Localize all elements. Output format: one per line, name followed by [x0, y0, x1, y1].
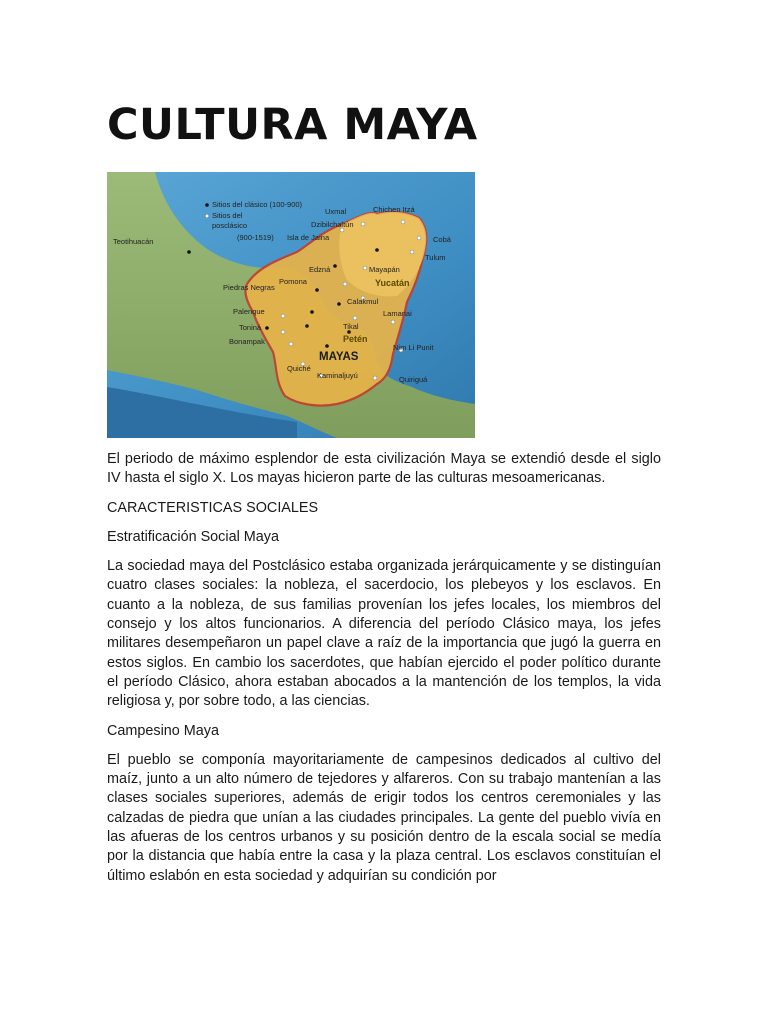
section-heading: CARACTERISTICAS SOCIALES [107, 499, 319, 516]
label-calakmul: Calakmul [347, 297, 379, 306]
document-title: CULTURA MAYA [107, 100, 478, 150]
label-edzna: Edzná [309, 265, 331, 274]
label-quirigua: Quiriguá [399, 375, 428, 384]
label-kaminaljuyu: Kaminaljuyú [317, 371, 358, 380]
label-chichen-itza: Chichen Itzá [373, 205, 415, 214]
maya-map-image [107, 172, 475, 438]
paragraph-peasant: El pueblo se componía mayoritariamente de campesinos dedicados al cultivo del maíz, junto a un alto número de tejedores y alfareros. Con su trabajo mantenían a las clases sociales superiores, además de erigir todos los centros ceremoniales y las calzadas de piedra que unían a las ciudades principales. La gente del pueblo vivía en las afueras de los centros urbanos y su posición dentro de la escala social se medía por la distancia que había entre la casa y la plaza central. Los esclavos constituían el último eslabón en esta sociedad y adquirían su condición por [107, 751, 661, 884]
label-yucatan: Yucatán [375, 278, 410, 288]
label-uxmal: Uxmal [325, 207, 347, 216]
label-tulum: Tulum [425, 253, 446, 262]
label-lamanai: Lamanai [383, 309, 412, 318]
label-palenque: Palenque [233, 307, 265, 316]
label-mayapan: Mayapán [369, 265, 400, 274]
subheading-social-stratification: Estratificación Social Maya [107, 528, 279, 545]
label-teotihuacan: Teotihuacán [113, 237, 154, 246]
label-tikal: Tikal [343, 322, 359, 331]
label-coba: Cobá [433, 235, 451, 244]
label-mayas: MAYAS [319, 351, 359, 363]
label-peten: Petén [343, 334, 368, 344]
label-pomona: Pomona [279, 277, 307, 286]
legend-postclassic-3: (900-1519) [237, 233, 274, 242]
label-isla-de-jaina: Isla de Jaina [287, 233, 330, 242]
label-quiche: Quiché [287, 364, 311, 373]
label-piedras-negras: Piedras Negras [223, 283, 275, 292]
label-tonina: Toniná [239, 323, 262, 332]
legend-classic: Sitios del clásico (100-900) [212, 200, 303, 209]
subheading-peasant: Campesino Maya [107, 722, 219, 739]
label-nim-li-punit: Nim Li Punit [393, 343, 434, 352]
legend-postclassic-2: posclásico [212, 221, 248, 230]
paragraph-social-stratification: La sociedad maya del Postclásico estaba organizada jerárquicamente y se distinguían cuatro clases sociales: la nobleza, el sacerdocio, los plebeyos y los esclavos. En cuanto a la nobleza, de sus familias provenían los jefes locales, los miembros del consejo y los altos funcionarios. A diferencia del período Clásico maya, los jefes militares desempeñaron un papel clave a raíz de la importancia que jugó la guerra en estos siglos. En cambio los sacerdotes, que habían ejercido el poder político durante el período Clásico, ahora estaban abocados a la mantención de los templos, la vida religiosa y, por sobre todo, a las ciencias. [107, 558, 661, 710]
label-bonampak: Bonampak [229, 337, 265, 346]
legend-postclassic-1: Sitios del [212, 211, 243, 220]
document-body [107, 450, 661, 896]
intro-paragraph: El periodo de máximo esplendor de esta civilización Maya se extendió desde el siglo IV hasta el siglo X. Los mayas hicieron parte de las culturas mesoamericanas. [107, 451, 661, 487]
label-dzibilchaltun: Dzibilchaltún [311, 220, 354, 229]
